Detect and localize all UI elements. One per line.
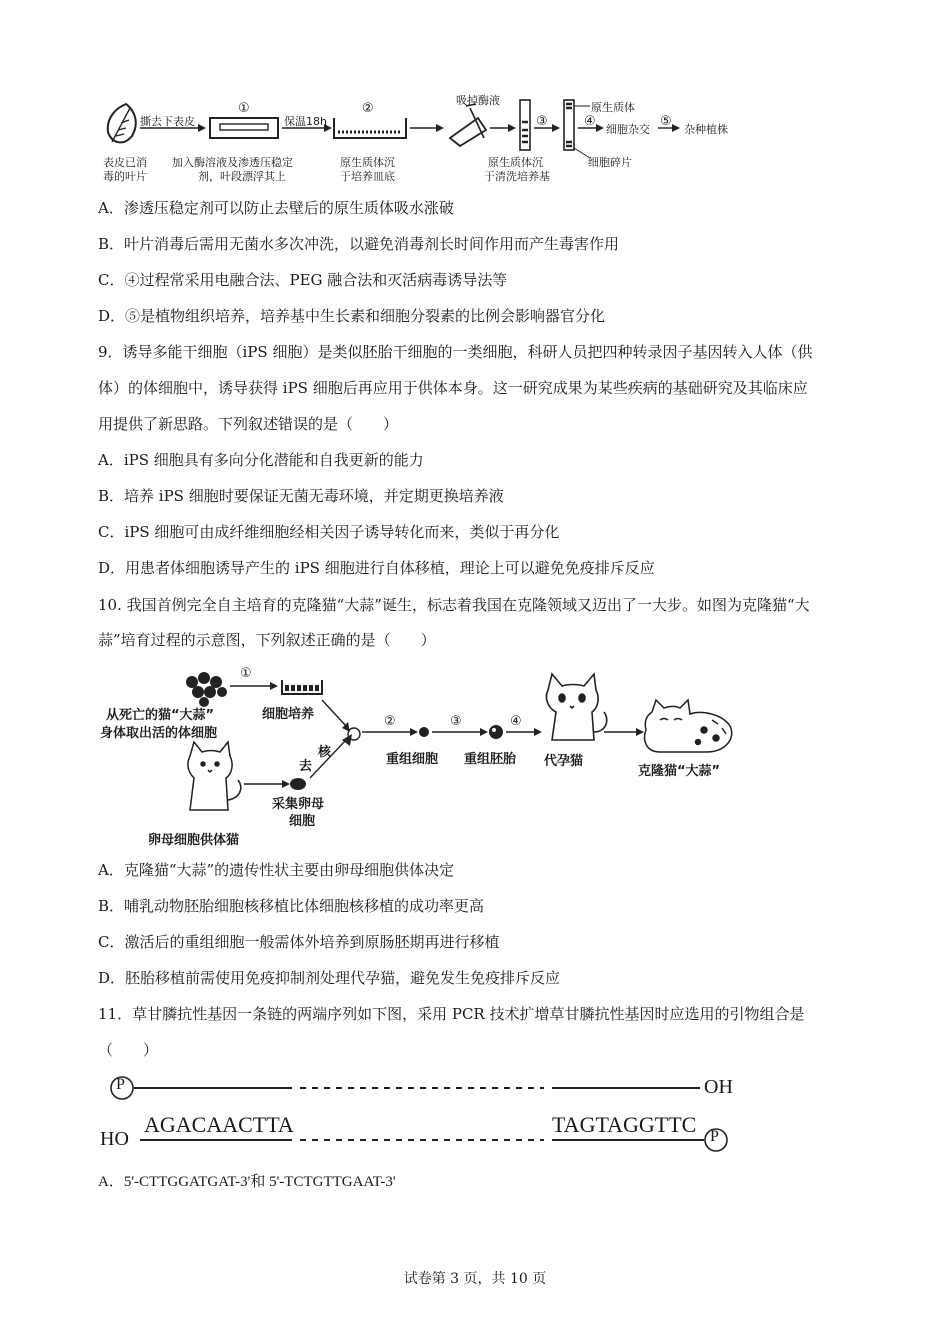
q10-option-a: A．克隆猫“大蒜”的遗传性状主要由卵母细胞供体决定 <box>98 861 455 879</box>
q9-option-b: B．培养 iPS 细胞时要保证无菌无毒环境，并定期更换培养液 <box>98 487 504 505</box>
q8-option-c: C．④过程常采用电融合法、PEG 融合法和灭活病毒诱导法等 <box>98 271 508 289</box>
q11-stem-2: （ ） <box>98 1041 159 1059</box>
label-step4: ④ <box>584 114 596 129</box>
label-enzyme-1: 加入酶溶液及渗透压稳定 <box>172 156 293 169</box>
dish-enzyme-icon <box>210 118 278 138</box>
label-oocyte-1: 采集卵母 <box>272 797 325 812</box>
q9-stem-2: 体）的体细胞中，诱导获得 iPS 细胞后再应用于供体本身。这一研究成果为某些疾病的基础研究及其临床应 <box>98 379 808 397</box>
label-step1: ① <box>240 666 252 681</box>
q8-option-d: D．⑤是植物组织培养，培养基中生长素和细胞分裂素的比例会影响器官分化 <box>98 307 606 325</box>
label-step2: ② <box>362 101 374 116</box>
label-debris: 细胞碎片 <box>588 156 632 169</box>
label-step4: ④ <box>510 714 522 729</box>
sequence-right: TAGTAGGTTC <box>552 1112 697 1137</box>
dish-protoplast-icon <box>334 118 406 138</box>
label-step2: ② <box>384 714 396 729</box>
label-leaf-1: 表皮已消 <box>103 156 147 169</box>
leaf-icon <box>108 104 136 142</box>
label-remove-2: 核 <box>318 745 332 760</box>
q10-option-c: C．激活后的重组细胞一般需体外培养到原肠胚期再进行移植 <box>98 933 500 951</box>
label-sink-2: 于培养皿底 <box>340 170 395 183</box>
q9-stem-3: 用提供了新思路。下列叙述错误的是（ ） <box>98 415 399 433</box>
label-source-2: 身体取出活的体细胞 <box>100 726 218 741</box>
q9-option-d: D．用患者体细胞诱导产生的 iPS 细胞进行自体移植，理论上可以避免免疫排斥反应 <box>98 559 655 577</box>
label-step3: ③ <box>536 114 548 129</box>
culture-dish-icon <box>282 680 322 694</box>
donor-cat-icon <box>188 742 241 810</box>
phosphate-left: P <box>116 1076 125 1093</box>
q11-stem-1: 11．草甘膦抗性基因一条链的两端序列如下图，采用 PCR 技术扩增草甘膦抗性基因时应选用的引物组合是 <box>98 1005 805 1023</box>
q9-option-a: A．iPS 细胞具有多向分化潜能和自我更新的能力 <box>98 451 424 469</box>
label-donor: 卵母细胞供体猫 <box>148 833 240 848</box>
tube-protoplast-icon <box>564 100 590 158</box>
surrogate-cat-icon <box>546 674 606 740</box>
tube-wash-icon <box>520 100 530 150</box>
label-oocyte-2: 细胞 <box>289 814 316 829</box>
label-step1: ① <box>238 101 250 116</box>
q9-stem-1: 9．诱导多能干细胞（iPS 细胞）是类似胚胎干细胞的一类细胞，科研人员把四种转录因子基因转入人体（供 <box>98 343 813 361</box>
label-wash-2: 于清洗培养基 <box>484 170 550 183</box>
label-sink-1: 原生质体沉 <box>340 156 395 169</box>
q10-option-d: D．胚胎移植前需使用免疫抑制剂处理代孕猫，避免发生免疫排斥反应 <box>98 969 561 987</box>
label-recomb-cell: 重组细胞 <box>386 752 439 767</box>
somatic-cells-icon <box>186 672 227 707</box>
label-suck: 吸掉酶液 <box>456 94 500 107</box>
q8-option-b: B．叶片消毒后需用无菌水多次冲洗，以避免消毒剂长时间作用而产生毒害作用 <box>98 235 620 253</box>
phosphate-right: P <box>710 1128 719 1145</box>
label-step3: ③ <box>450 714 462 729</box>
label-leaf-2: 毒的叶片 <box>103 170 147 183</box>
hydroxyl-right: OH <box>704 1076 733 1098</box>
label-enzyme-2: 剂，叶段漂浮其上 <box>198 170 286 183</box>
q10-stem-1: 10. 我国首例完全自主培育的克隆猫“大蒜”诞生，标志着我国在克隆领域又迈出了一大步。如图为克隆猫“大 <box>98 596 810 614</box>
q10-option-b: B．哺乳动物胚胎细胞核移植比体细胞核移植的成功率更高 <box>98 897 485 915</box>
dna-strand-diagram <box>0 1070 950 1160</box>
clone-cat-icon <box>645 700 732 752</box>
label-cell-fusion: 细胞杂交 <box>606 123 650 136</box>
label-clone: 克隆猫“大蒜” <box>638 764 721 779</box>
pipette-icon <box>450 104 486 146</box>
label-surrogate: 代孕猫 <box>544 754 584 769</box>
hydroxyl-left: HO <box>100 1128 129 1150</box>
q8-option-a: A．渗透压稳定剂可以防止去壁后的原生质体吸水涨破 <box>98 199 454 217</box>
label-remove-1: 去 <box>299 759 313 774</box>
q9-option-c: C．iPS 细胞可由成纤维细胞经相关因子诱导转化而来，类似于再分化 <box>98 523 560 541</box>
sequence-left: AGACAACTTA <box>144 1112 294 1137</box>
label-recomb-embryo: 重组胚胎 <box>464 752 517 767</box>
label-step5: ⑤ <box>660 114 672 129</box>
label-source-1: 从死亡的猫“大蒜” <box>106 708 215 723</box>
label-tear: 撕去下表皮 <box>140 115 195 128</box>
q11-option-a: A．5'-CTTGGATGAT-3'和 5'-TCTGTTGAAT-3' <box>98 1174 396 1190</box>
label-wash-1: 原生质体沉 <box>488 156 543 169</box>
label-culture: 细胞培养 <box>262 707 315 722</box>
label-protoplast: 原生质体 <box>591 101 635 114</box>
label-hybrid: 杂种植株 <box>684 123 728 136</box>
q10-stem-2: 蒜”培育过程的示意图，下列叙述正确的是（ ） <box>98 631 436 649</box>
label-warm: 保温18h <box>284 115 327 128</box>
page-footer: 试卷第 3 页，共 10 页 <box>403 1271 547 1287</box>
